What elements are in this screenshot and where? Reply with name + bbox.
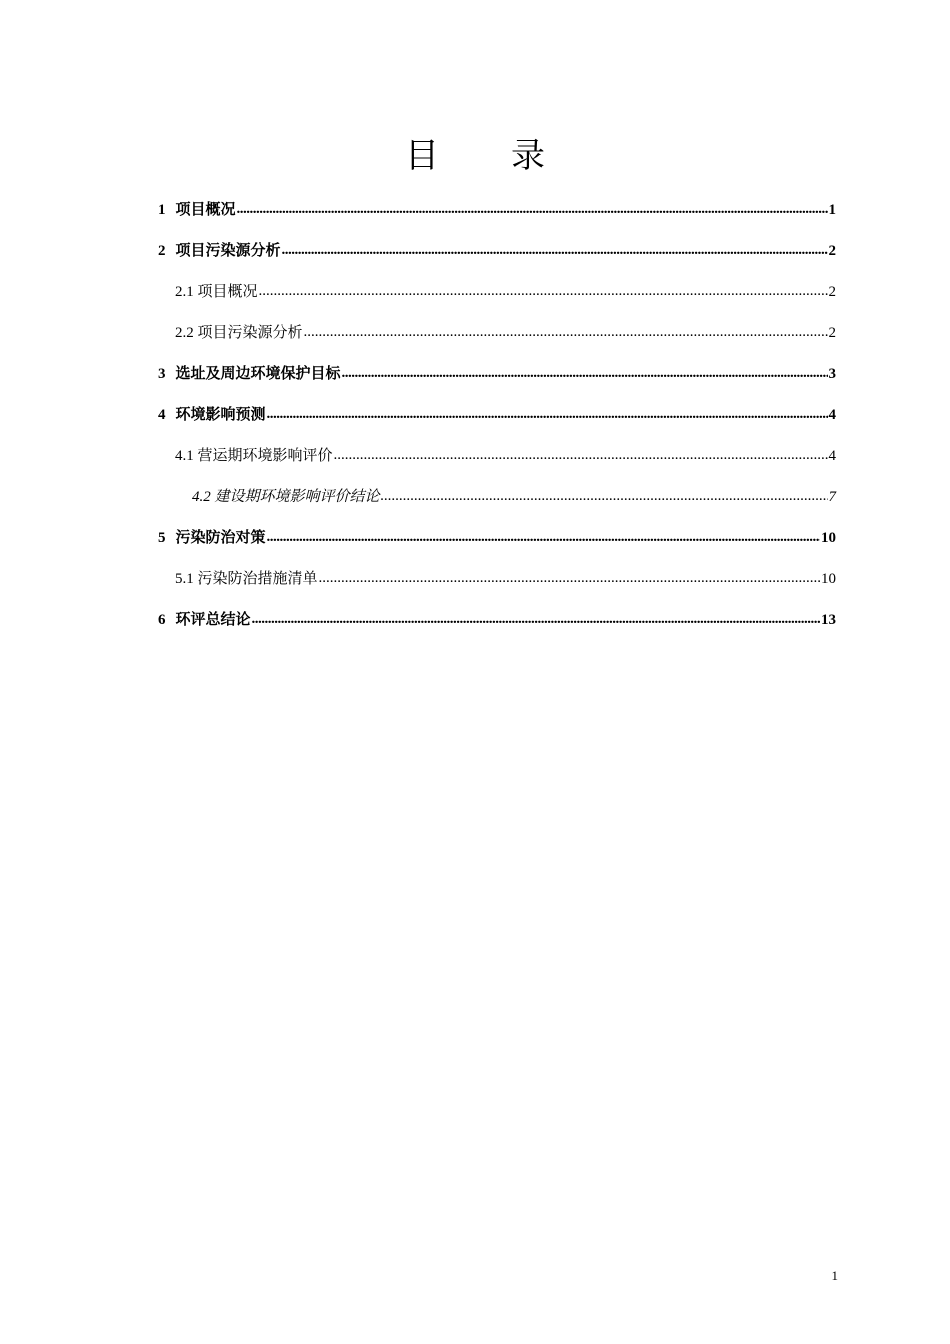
toc-entry-label: 5.1 污染防治措施清单 [175, 571, 318, 587]
toc-leader-dots [334, 441, 828, 469]
toc-entry-label: 4.1 营运期环境影响评价 [175, 448, 333, 464]
toc-entry-6[interactable] [158, 606, 836, 647]
toc-entry-1[interactable] [158, 196, 836, 237]
toc-entry-5[interactable] [158, 524, 836, 565]
toc-entry-label: 2.1 项目概况 [175, 284, 258, 300]
toc-leader-dots [381, 482, 828, 510]
toc-entry-page: 4 [828, 407, 836, 423]
toc-leader-dots [259, 277, 828, 305]
toc-entry-page: 13 [821, 612, 836, 628]
toc-entry-number: 1 [158, 202, 166, 218]
toc-leader-dots [304, 318, 828, 346]
toc-entry-label: 污染防治对策 [175, 530, 266, 546]
toc-entry-page: 7 [828, 489, 836, 505]
footer-page-number: 1 [831, 1268, 838, 1283]
toc-entry-label: 项目概况 [175, 202, 236, 218]
toc-leader-dots [282, 236, 828, 264]
toc-entry-2[interactable] [158, 237, 836, 278]
toc-entry-page: 10 [821, 530, 836, 546]
toc-entry-2-1[interactable] [158, 278, 836, 319]
toc-entry-label: 环境影响预测 [175, 407, 266, 423]
table-of-contents [158, 196, 836, 647]
toc-entry-page: 2 [828, 243, 836, 259]
toc-entry-label: 环评总结论 [175, 612, 251, 628]
toc-entry-2-2[interactable] [158, 319, 836, 360]
toc-entry-3[interactable] [158, 360, 836, 401]
toc-entry-number: 4 [158, 407, 166, 423]
toc-entry-page: 3 [828, 366, 836, 382]
toc-entry-5-1[interactable] [158, 565, 836, 606]
toc-entry-page: 2 [828, 325, 836, 341]
toc-entry-number: 2 [158, 243, 166, 259]
toc-entry-page: 1 [828, 202, 836, 218]
toc-entry-number: 5 [158, 530, 166, 546]
toc-entry-label: 4.2 建设期环境影响评价结论 [192, 489, 380, 505]
toc-entry-page: 2 [828, 284, 836, 300]
toc-leader-dots [342, 359, 828, 387]
toc-entry-label: 项目污染源分析 [175, 243, 281, 259]
toc-entry-label: 选址及周边环境保护目标 [175, 366, 341, 382]
toc-entry-label: 2.2 项目污染源分析 [175, 325, 303, 341]
page-title: 目 录 [404, 136, 576, 176]
toc-entry-number: 6 [158, 612, 166, 628]
toc-leader-dots [267, 523, 820, 551]
toc-entry-page: 10 [821, 571, 836, 587]
toc-entry-4-1[interactable] [158, 442, 836, 483]
toc-leader-dots [267, 400, 828, 428]
toc-leader-dots [237, 195, 828, 223]
toc-leader-dots [252, 605, 820, 633]
toc-entry-4-2[interactable] [158, 483, 836, 524]
toc-leader-dots [319, 564, 820, 592]
toc-entry-number: 3 [158, 366, 166, 382]
toc-entry-page: 4 [828, 448, 836, 464]
toc-entry-4[interactable] [158, 401, 836, 442]
